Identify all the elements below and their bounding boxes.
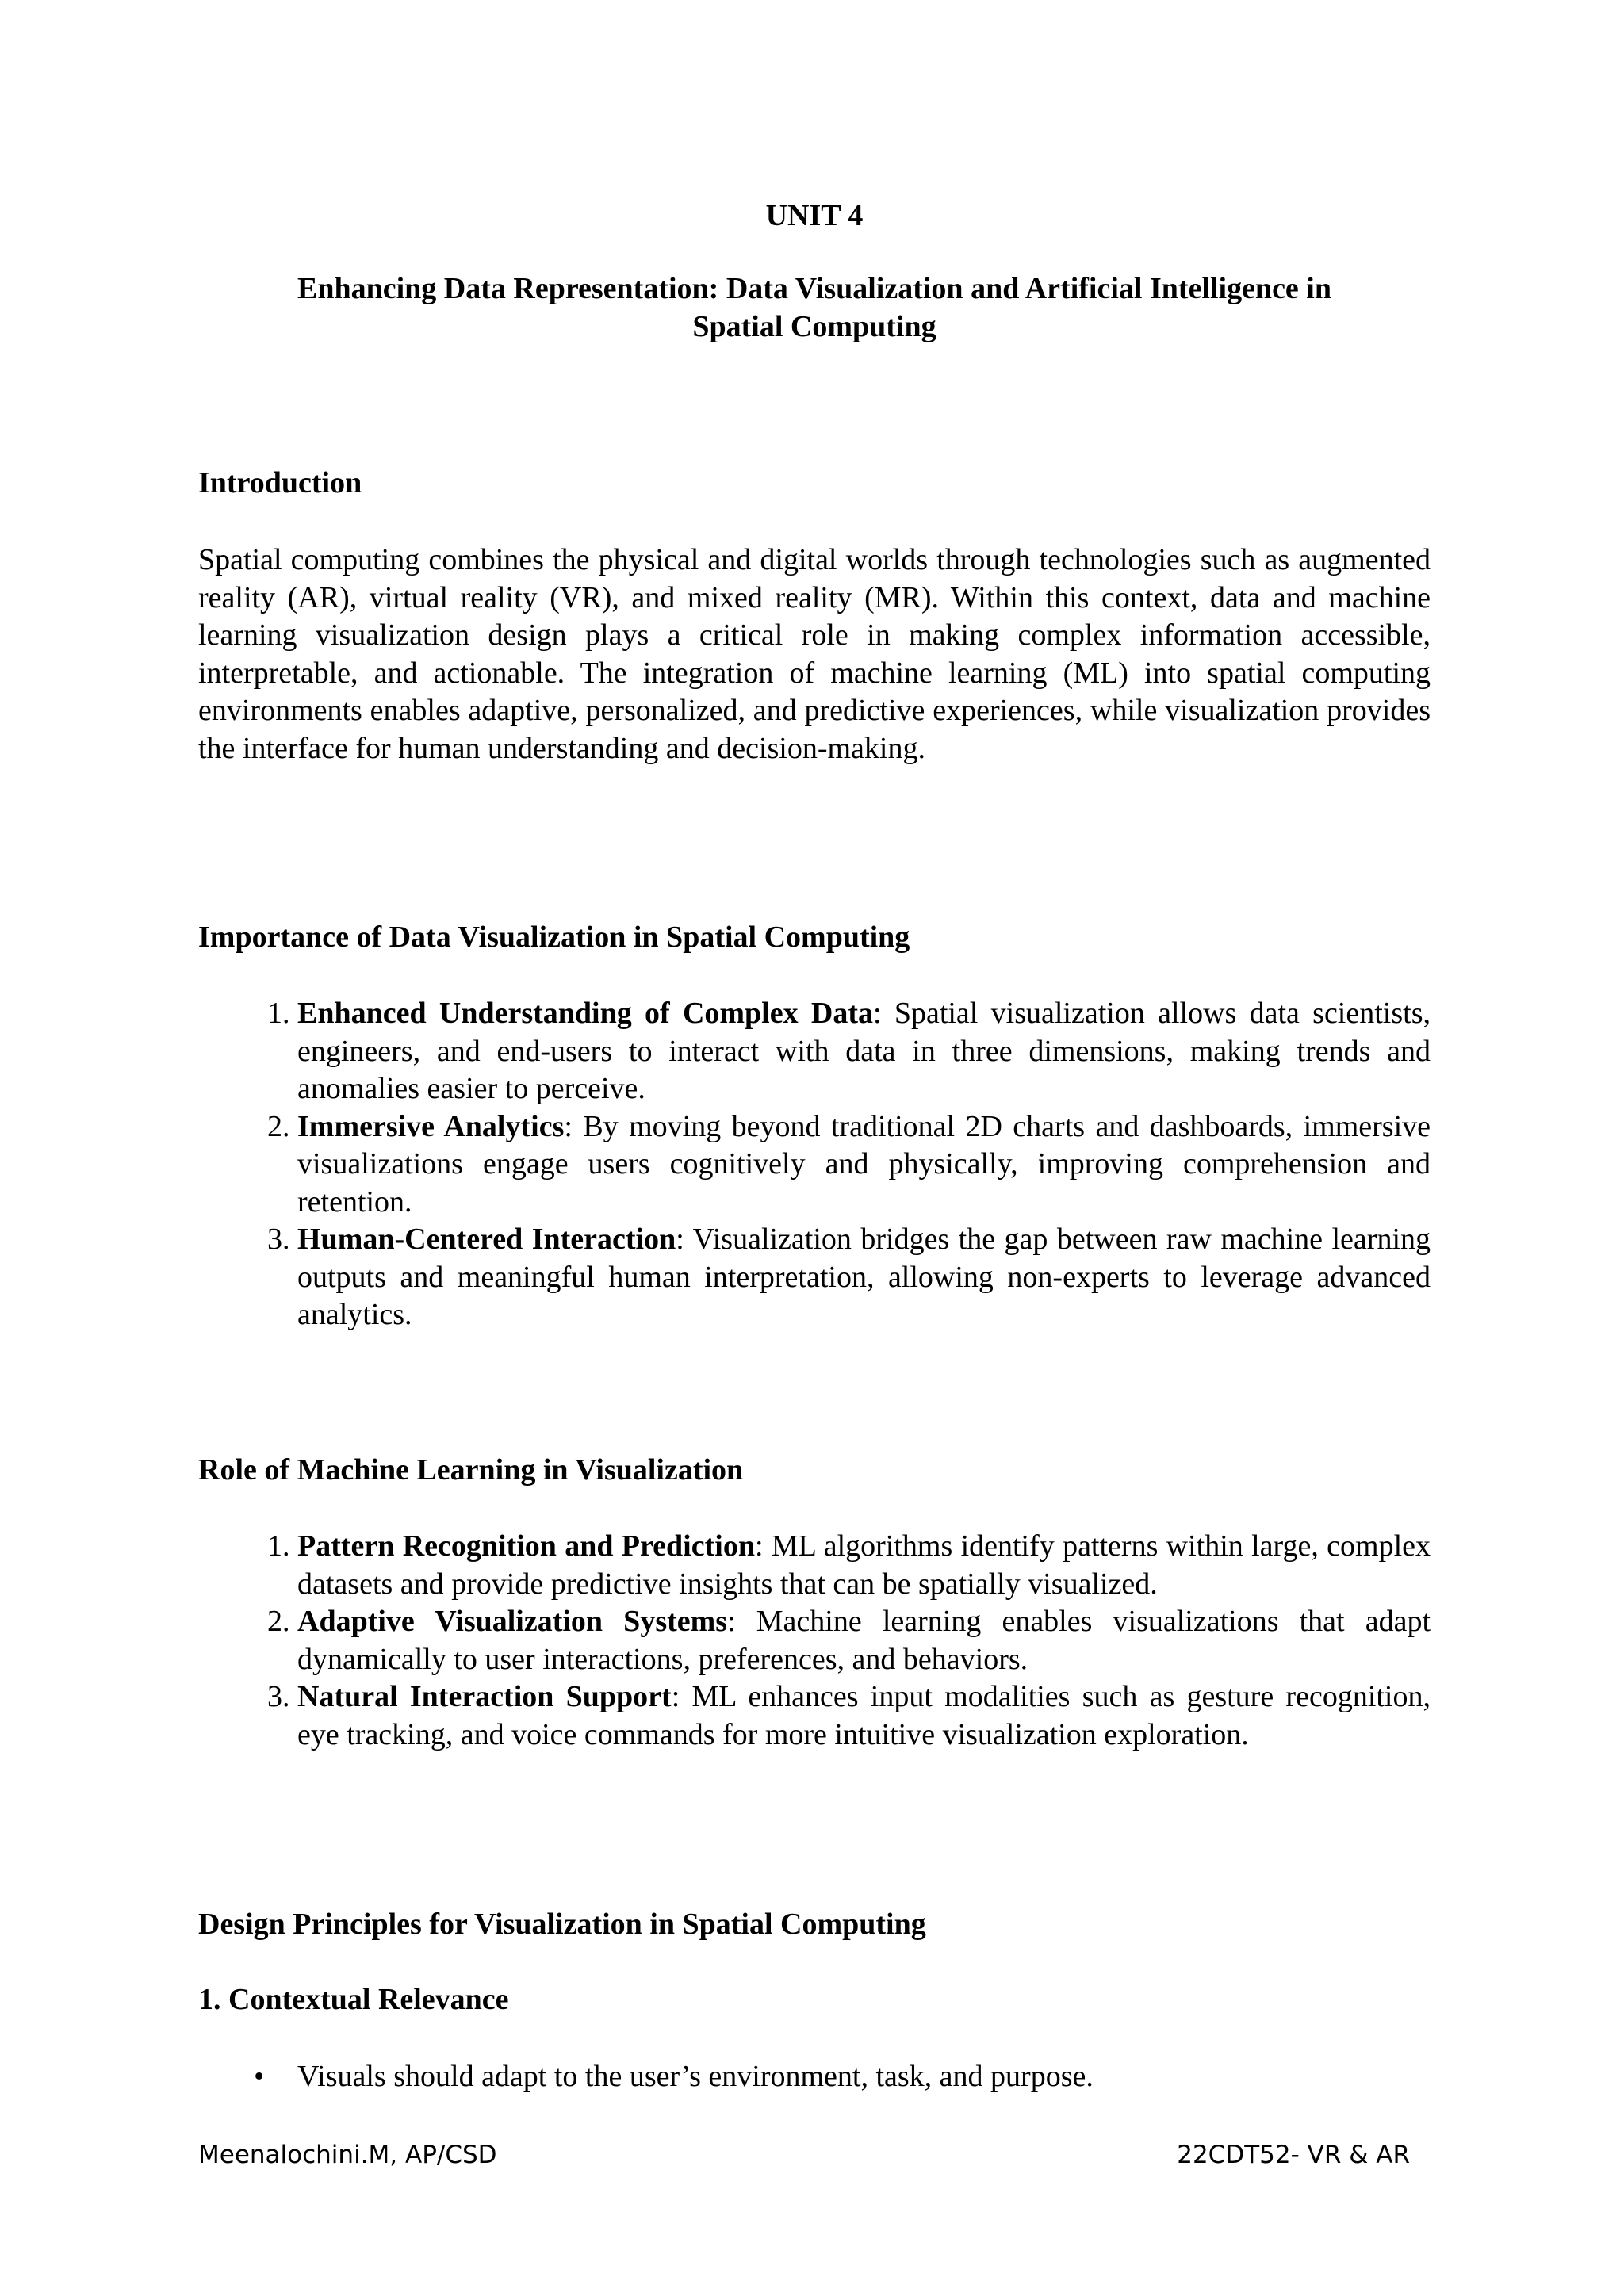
ml-role-item-3: [297, 1678, 1431, 1754]
importance-item-3-text: : Visualization bridges the gap between raw machine learning outputs and meaningful human interpretation, allowing non-experts to leverage advanced analytics.: [297, 1223, 1431, 1331]
title-line-2: Spatial Computing: [692, 310, 936, 343]
ml-role-item-2: [297, 1603, 1431, 1678]
footer-course-code: 22CDT52- VR & AR: [1177, 2141, 1410, 2169]
importance-item-2-term: Immersive Analytics: [297, 1109, 565, 1143]
importance-item-1: [297, 995, 1431, 1108]
ml-role-item-2-text: : Machine learning enables visualizations that adapt dynamically to user interactions, preferences, and behaviors.: [297, 1605, 1431, 1676]
importance-item-3-term: Human-Centered Interaction: [297, 1223, 676, 1256]
contextual-relevance-bullets: [198, 2058, 1431, 2096]
footer-author: Meenalochini.M, AP/CSD: [198, 2141, 497, 2169]
ml-role-item-3-term: Natural Interaction Support: [297, 1680, 672, 1713]
ml-role-heading: Role of Machine Learning in Visualization: [198, 1453, 744, 1487]
importance-item-2-text: : By moving beyond traditional 2D charts and dashboards, immersive visualizations engage users cognitively and physically, improving comprehension and retention.: [297, 1109, 1431, 1219]
importance-heading: Importance of Data Visualization in Spatial Computing: [198, 920, 910, 954]
design-principles-heading: Design Principles for Visualization in Spatial Computing: [198, 1908, 926, 1941]
contextual-relevance-subheading: 1. Contextual Relevance: [198, 1983, 509, 2016]
importance-item-1-text: : Spatial visualization allows data scientists, engineers, and end-users to interact with data in three dimensions, making trends and anomalies easier to perceive.: [297, 997, 1431, 1105]
introduction-paragraph: Spatial computing combines the physical and digital worlds through technologies such as augmented reality (AR), virtual reality (VR), and mixed reality (MR). Within this context, data and machine learning visualization design plays a critical role in making complex information accessible, interpretable, and actionable. The integration of machine learning (ML) into spatial computing environments enables adaptive, personalized, and predictive experiences, while visualization provides the interface for human understanding and decision-making.: [198, 543, 1431, 765]
importance-list: [198, 995, 1431, 1334]
ml-role-item-1: [297, 1528, 1431, 1603]
title-line-1: Enhancing Data Representation: Data Visualization and Artificial Intelligence in: [297, 272, 1331, 305]
ml-role-item-1-term: Pattern Recognition and Prediction: [297, 1529, 755, 1563]
bullet-item: • Visuals should adapt to the user’s environment, task, and purpose.: [297, 2058, 1431, 2096]
document-title: [198, 270, 1431, 346]
importance-item-2: [297, 1108, 1431, 1222]
ml-role-item-3-text: : ML enhances input modalities such as gesture recognition, eye tracking, and voice commands for more intuitive visualization exploration.: [297, 1680, 1431, 1751]
ml-role-item-2-term: Adaptive Visualization Systems: [297, 1605, 728, 1638]
ml-role-item-1-text: : ML algorithms identify patterns within large, complex datasets and provide predictive insights that can be spatially visualized.: [297, 1529, 1431, 1601]
introduction-heading: Introduction: [198, 466, 362, 499]
importance-item-1-term: Enhanced Understanding of Complex Data: [297, 997, 873, 1030]
unit-heading: UNIT 4: [765, 199, 864, 232]
importance-item-3: [297, 1221, 1431, 1334]
ml-role-list: [198, 1528, 1431, 1754]
